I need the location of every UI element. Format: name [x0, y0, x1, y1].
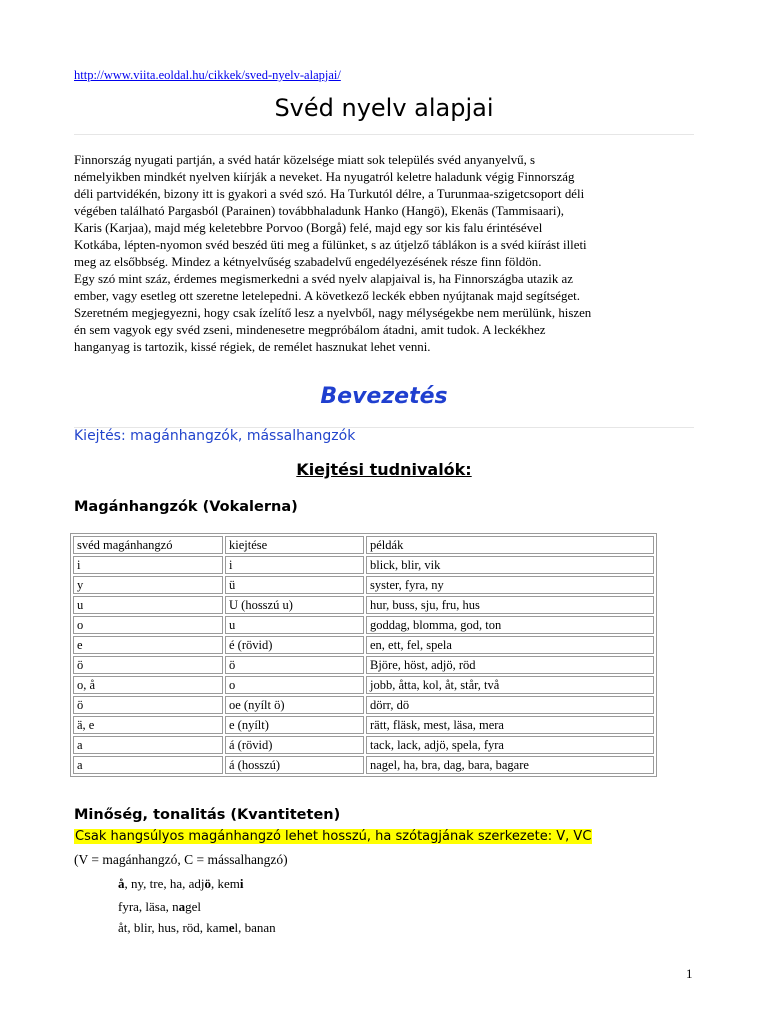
title-divider — [74, 134, 694, 135]
table-row — [73, 756, 654, 774]
table-row — [73, 716, 654, 734]
table-cell: e — [73, 636, 223, 654]
table-cell: e (nyílt) — [225, 716, 364, 734]
intro-line: végében található Pargasból (Parainen) továbbhaladunk Hanko (Hangö), Ekenäs (Tammisaari), — [74, 204, 564, 218]
example-stressed-vowel: e — [228, 920, 235, 935]
source-url-link[interactable]: http://www.viita.eoldal.hu/cikkek/sved-nyelv-alapjai/ — [74, 68, 341, 82]
intro-line: Szeretném megjegyezni, hogy csak ízelítő lesz a nyelvből, nagy mélységekbe nem merülünk, hiszen — [74, 306, 592, 320]
example-stressed-vowel: å — [118, 876, 125, 891]
table-cell: U (hosszú u) — [225, 596, 364, 614]
example-text: , ny, tre, ha, adj — [124, 876, 205, 891]
table-cell: ü — [225, 576, 364, 594]
vowels-heading — [74, 499, 298, 515]
table-cell: u — [73, 596, 223, 614]
intro-line: Finnország nyugati partján, a svéd határ közelsége miatt sok település svéd anyanyelvű, s — [74, 153, 536, 167]
table-row — [73, 696, 654, 714]
vowels-heading-rest: (Vokalerna) — [197, 499, 298, 515]
example-line — [118, 920, 276, 936]
table-row — [73, 656, 654, 674]
table-header-row — [73, 536, 654, 554]
table-cell: oe (nyílt ö) — [225, 696, 364, 714]
example-text: , kem — [211, 876, 240, 891]
table-cell: hur, buss, sju, fru, hus — [366, 596, 654, 614]
table-cell: en, ett, fel, spela — [366, 636, 654, 654]
page-title: Svéd nyelv alapjai — [274, 94, 494, 122]
table-cell: ö — [73, 696, 223, 714]
table-row — [73, 736, 654, 754]
example-stressed-vowel: a — [178, 899, 186, 914]
intro-line: ember, vagy esetleg ott szeretne letelepedni. A következő leckék ebben nyújtanak majd segítséget. — [74, 289, 580, 303]
example-stressed-vowel: i — [239, 876, 244, 891]
highlighted-rule: Csak hangsúlyos magánhangzó lehet hosszú, ha szótagjának szerkezete: V, VC — [75, 829, 592, 844]
notation-note: (V = magánhangzó, C = mássalhangzó) — [74, 852, 288, 867]
example-text: gel — [185, 899, 202, 914]
table-cell: rätt, fläsk, mest, läsa, mera — [366, 716, 654, 734]
intro-paragraph — [74, 152, 700, 356]
table-cell: a — [73, 756, 223, 774]
table-header-cell: kiejtése — [225, 536, 364, 554]
table-cell: blick, blir, vik — [366, 556, 654, 574]
intro-line: Karis (Karjaa), majd még keletebbre Porvoo (Borgå) felé, majd egy sor kis falu érintésével — [74, 221, 543, 235]
intro-line: Egy szó mint száz, érdemes megismerkedni a svéd nyelv alapjaival is, ha Finnországba utazik az — [74, 272, 573, 286]
intro-line: déli partvidékén, bizony itt is gyakori a svéd szó. Ha Turkutól délre, a Turunmaa-szigetcsoport déli — [74, 187, 585, 201]
pronunciation-subheading: Kiejtési tudnivalók: — [296, 460, 472, 479]
table-cell: u — [225, 616, 364, 634]
table-cell: o — [73, 616, 223, 634]
table-row — [73, 596, 654, 614]
table-row — [73, 616, 654, 634]
table-cell: dörr, dö — [366, 696, 654, 714]
quality-heading-bold: Minőség, tonalitás — [74, 807, 226, 823]
example-line — [118, 899, 201, 915]
table-header-cell: svéd magánhangzó — [73, 536, 223, 554]
table-cell: goddag, blomma, god, ton — [366, 616, 654, 634]
table-cell: ä, e — [73, 716, 223, 734]
intro-line: én sem vagyok egy svéd zseni, mindenesetre megpróbálom átadni, amit tudok. A leckékhez — [74, 323, 546, 337]
intro-line: hanganyag is tartozik, kissé régiek, de remélet hasznukat lehet venni. — [74, 340, 431, 354]
table-cell: ö — [225, 656, 364, 674]
table-cell: á (hosszú) — [225, 756, 364, 774]
table-row — [73, 576, 654, 594]
example-text: fyra, läsa, n — [118, 899, 179, 914]
table-cell: y — [73, 576, 223, 594]
table-cell: i — [225, 556, 364, 574]
example-line — [118, 876, 244, 892]
example-text: l, banan — [234, 920, 276, 935]
quality-heading-rest: (Kvantiteten) — [225, 807, 341, 823]
pronunciation-link[interactable]: Kiejtés: magánhangzók, mássalhangzók — [74, 428, 356, 444]
intro-line: némelyikben mindkét nyelven kiírják a neveket. Ha nyugatról keletre haladunk végig Finnország — [74, 170, 575, 184]
table-row — [73, 636, 654, 654]
table-header-cell: példák — [366, 536, 654, 554]
table-cell: o — [225, 676, 364, 694]
example-text: åt, blir, hus, röd, kam — [118, 920, 229, 935]
example-stressed-vowel: ö — [204, 876, 212, 891]
intro-line: meg az elsőbbség. Mindez a kétnyelvűség szabadelvű engedélyezésének része finn földön. — [74, 255, 542, 269]
section-title: Bevezetés — [320, 384, 448, 409]
vowels-table — [70, 533, 657, 777]
table-cell: jobb, åtta, kol, åt, står, två — [366, 676, 654, 694]
table-cell: Björe, höst, adjö, röd — [366, 656, 654, 674]
table-cell: ö — [73, 656, 223, 674]
table-cell: i — [73, 556, 223, 574]
table-cell: syster, fyra, ny — [366, 576, 654, 594]
table-cell: é (rövid) — [225, 636, 364, 654]
quality-heading — [74, 807, 340, 823]
table-row — [73, 676, 654, 694]
table-cell: nagel, ha, bra, dag, bara, bagare — [366, 756, 654, 774]
table-cell: a — [73, 736, 223, 754]
table-cell: á (rövid) — [225, 736, 364, 754]
table-row — [73, 556, 654, 574]
table-cell: o, å — [73, 676, 223, 694]
table-cell: tack, lack, adjö, spela, fyra — [366, 736, 654, 754]
vowels-heading-bold: Magánhangzók — [74, 499, 198, 515]
page-number: 1 — [686, 966, 693, 981]
intro-line: Kotkába, lépten-nyomon svéd beszéd üti meg a fülünket, s az útjelző táblákon is a svéd kiírást illeti — [74, 238, 587, 252]
